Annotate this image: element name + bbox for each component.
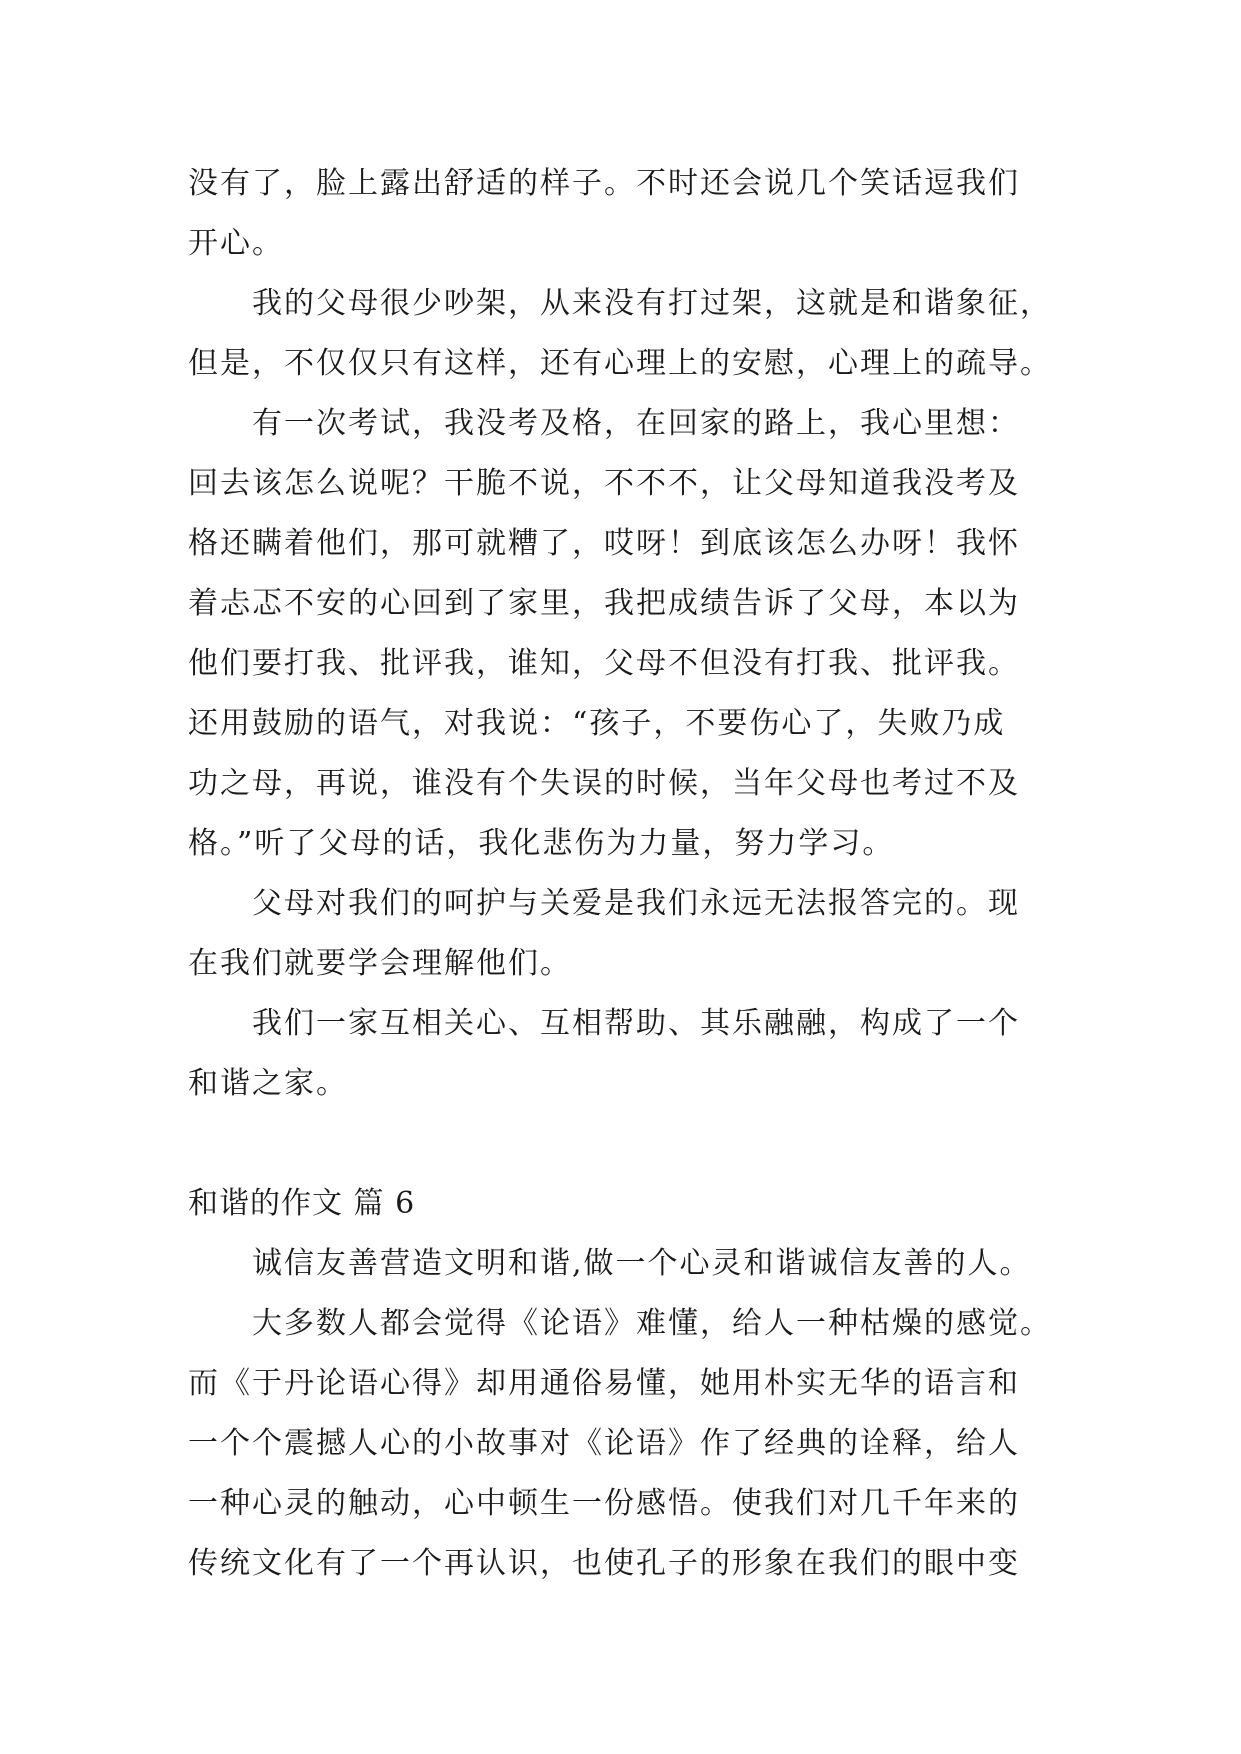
- section-gap: [188, 1114, 1066, 1174]
- text-line: 但是，不仅仅只有这样，还有心理上的安慰，心理上的疏导。: [188, 346, 1052, 381]
- paragraph: [188, 154, 1066, 274]
- text-line: 功之母，再说，谁没有个失误的时候，当年父母也考过不及: [188, 766, 1020, 801]
- text-line: 格。”听了父母的话，我化悲伤为力量，努力学习。: [188, 826, 895, 861]
- text-line: 我的父母很少吵架，从来没有打过架，这就是和谐象征，: [252, 286, 1052, 321]
- paragraph: [188, 874, 1066, 994]
- text-line: 开心。: [188, 226, 284, 261]
- text-line: 和谐之家。: [188, 1066, 348, 1101]
- text-line: 一个个震撼人心的小故事对《论语》作了经典的诠释，给人: [188, 1426, 1020, 1461]
- document-body: [188, 154, 1066, 1594]
- text-line: 在我们就要学会理解他们。: [188, 946, 572, 981]
- paragraph: [188, 1234, 1066, 1294]
- text-line: 诚信友善营造文明和谐,做一个心灵和谐诚信友善的人。: [252, 1246, 1032, 1281]
- text-line: 格还瞒着他们，那可就糟了，哎呀！到底该怎么办呀！我怀: [188, 526, 1020, 561]
- text-line: 没有了，脸上露出舒适的样子。不时还会说几个笑话逗我们: [188, 166, 1020, 201]
- text-line: 他们要打我、批评我，谁知，父母不但没有打我、批评我。: [188, 646, 1020, 681]
- text-line: 一种心灵的触动，心中顿生一份感悟。使我们对几千年来的: [188, 1486, 1020, 1521]
- section-1: [188, 154, 1066, 1114]
- text-line: 我们一家互相关心、互相帮助、其乐融融，构成了一个: [252, 1006, 1020, 1041]
- text-line: 父母对我们的呵护与关爱是我们永远无法报答完的。现: [252, 886, 1020, 921]
- text-line: 还用鼓励的语气，对我说：“孩子，不要伤心了，失败乃成: [188, 706, 1006, 741]
- paragraph: [188, 274, 1066, 394]
- text-line: 回去该怎么说呢？干脆不说，不不不，让父母知道我没考及: [188, 466, 1020, 501]
- text-line: 传统文化有了一个再认识，也使孔子的形象在我们的眼中变: [188, 1546, 1020, 1581]
- paragraph: [188, 994, 1066, 1114]
- paragraph: [188, 394, 1066, 874]
- text-line: 着忐忑不安的心回到了家里，我把成绩告诉了父母，本以为: [188, 586, 1020, 621]
- section-2: [188, 1174, 1066, 1594]
- text-line: 而《于丹论语心得》却用通俗易懂，她用朴实无华的语言和: [188, 1366, 1020, 1401]
- paragraph: [188, 1294, 1066, 1594]
- section-heading: 和谐的作文 篇 6: [188, 1186, 416, 1221]
- text-line: 大多数人都会觉得《论语》难懂，给人一种枯燥的感觉。: [252, 1306, 1052, 1341]
- text-line: 有一次考试，我没考及格，在回家的路上，我心里想：: [252, 406, 1020, 441]
